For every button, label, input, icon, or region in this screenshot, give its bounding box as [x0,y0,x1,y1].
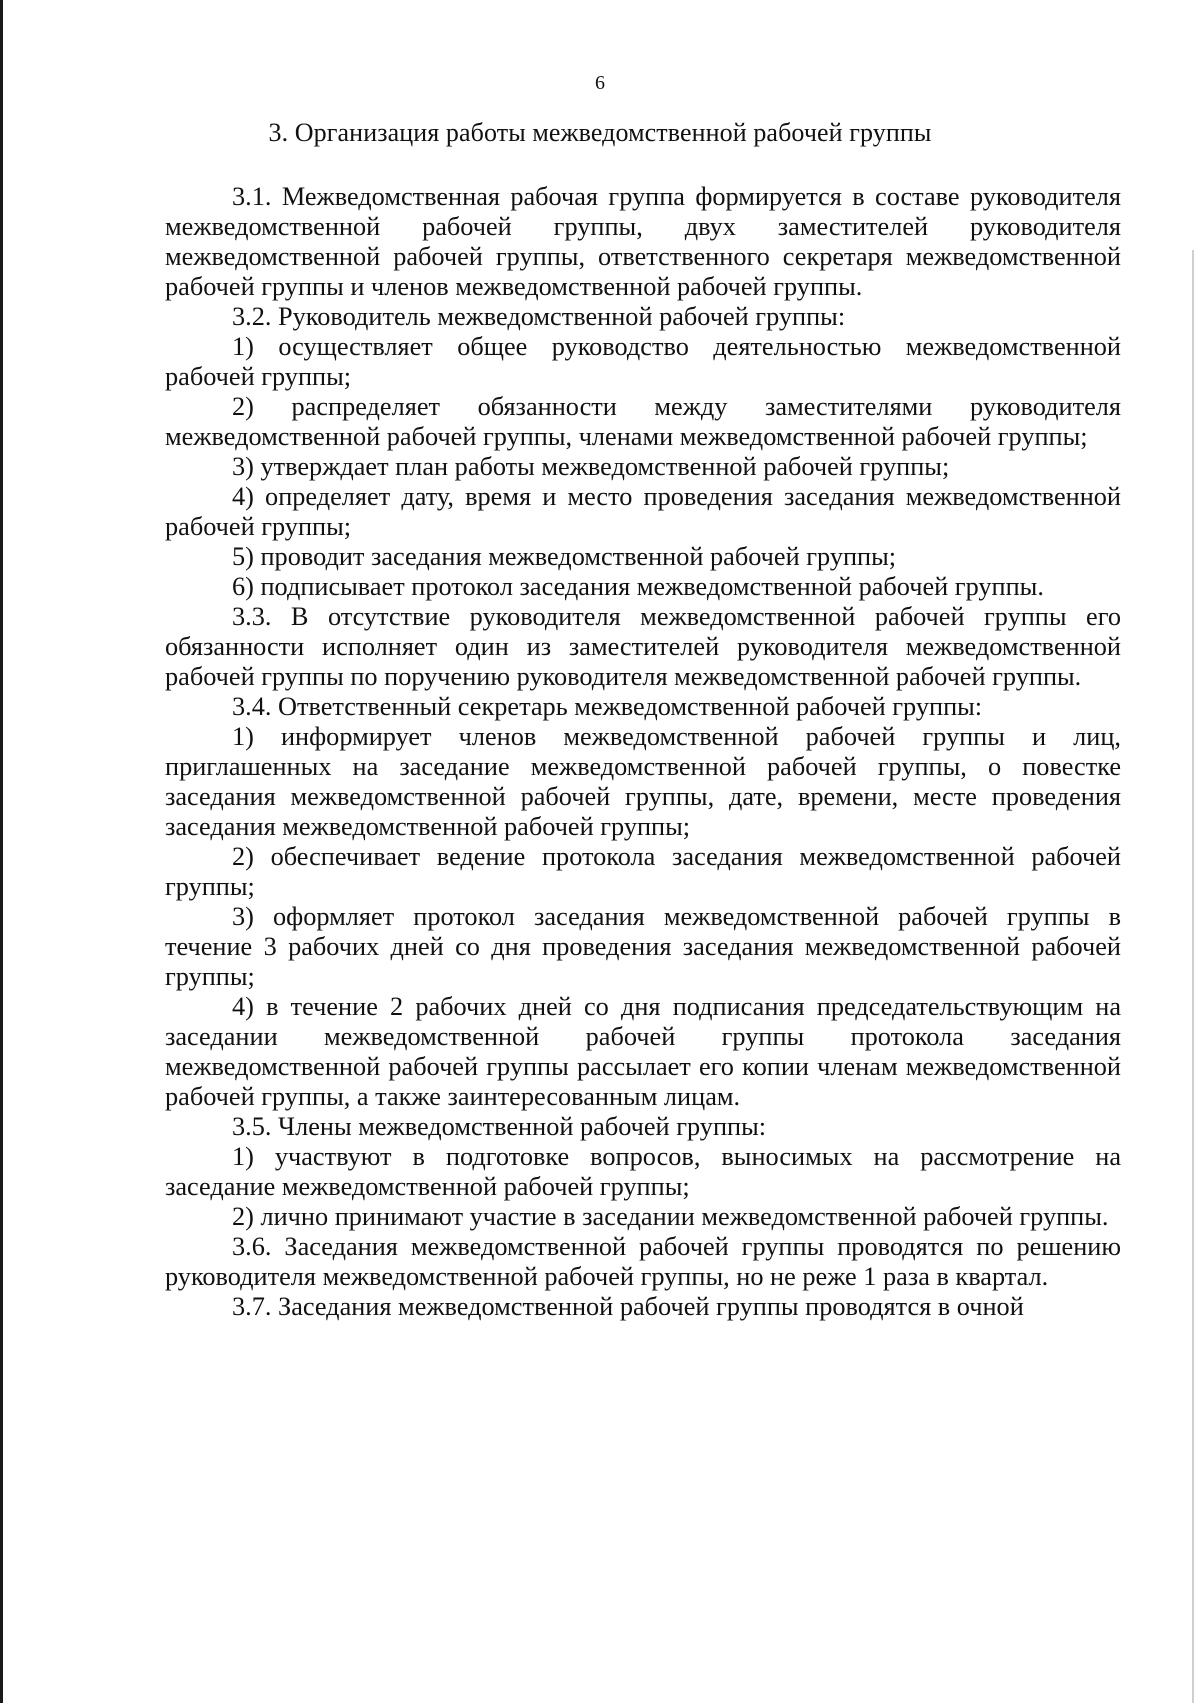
section-heading: 3. Организация работы межведомственной рабочей группы [268,118,932,147]
paragraph-3-4: 3.4. Ответственный секретарь межведомственной рабочей группы: [232,692,983,721]
paragraph-3-6: 3.6. Заседания межведомственной рабочей группы проводятся по решению руководителя межведомственной рабочей группы, но не реже 1 раза в квартал. [165,1232,1121,1291]
paragraph-3-7: 3.7. Заседания межведомственной рабочей группы проводятся в очной [232,1292,1024,1321]
list-item-3-2-4: 4) определяет дату, время и место проведения заседания межведомственной рабочей группы; [165,482,1121,541]
list-item-3-2-3: 3) утверждает план работы межведомственной рабочей группы; [232,452,950,481]
scan-edge-right [1192,250,1194,1703]
list-item-3-2-6: 6) подписывает протокол заседания межведомственной рабочей группы. [232,572,1044,601]
document-body [165,182,1121,1322]
scan-edge-left [0,0,3,1703]
list-item-3-5-2: 2) лично принимают участие в заседании межведомственной рабочей группы. [232,1202,1109,1231]
list-item-3-5-1: 1) участвуют в подготовке вопросов, выносимых на рассмотрение на заседание межведомственной рабочей группы; [165,1142,1121,1201]
list-item-3-4-1: 1) информирует членов межведомственной рабочей группы и лиц, приглашенных на заседание межведомственной рабочей группы, о повестке заседания межведомственной рабочей группы, дате, времени, месте проведения заседания межведомственной рабочей группы; [165,722,1121,841]
list-item-3-2-5: 5) проводит заседания межведомственной рабочей группы; [232,542,897,571]
paragraph-3-2: 3.2. Руководитель межведомственной рабочей группы: [232,302,846,331]
page-number: 6 [595,72,605,94]
list-item-3-4-4: 4) в течение 2 рабочих дней со дня подписания председательствующим на заседании межведомственной рабочей группы протокола заседания межведомственной рабочей группы рассылает его копии членам межведомственной рабочей группы, а также заинтересованным лицам. [165,992,1121,1111]
paragraph-3-1: 3.1. Межведомственная рабочая группа формируется в составе руководителя межведомственной рабочей группы, двух заместителей руководителя межведомственной рабочей группы, ответственного секретаря межведомственной рабочей группы и членов межведомственной рабочей группы. [165,182,1121,301]
list-item-3-4-2: 2) обеспечивает ведение протокола заседания межведомственной рабочей группы; [165,842,1121,901]
paragraph-3-3: 3.3. В отсутствие руководителя межведомственной рабочей группы его обязанности исполняет один из заместителей руководителя межведомственной рабочей группы по поручению руководителя межведомственной рабочей группы. [165,602,1121,691]
list-item-3-2-1: 1) осуществляет общее руководство деятельностью межведомственной рабочей группы; [165,332,1121,391]
paragraph-3-5: 3.5. Члены межведомственной рабочей группы: [232,1112,767,1141]
list-item-3-4-3: 3) оформляет протокол заседания межведомственной рабочей группы в течение 3 рабочих дней со дня проведения заседания межведомственной рабочей группы; [165,902,1121,991]
list-item-3-2-2: 2) распределяет обязанности между заместителями руководителя межведомственной рабочей группы, членами межведомственной рабочей группы; [165,392,1121,451]
